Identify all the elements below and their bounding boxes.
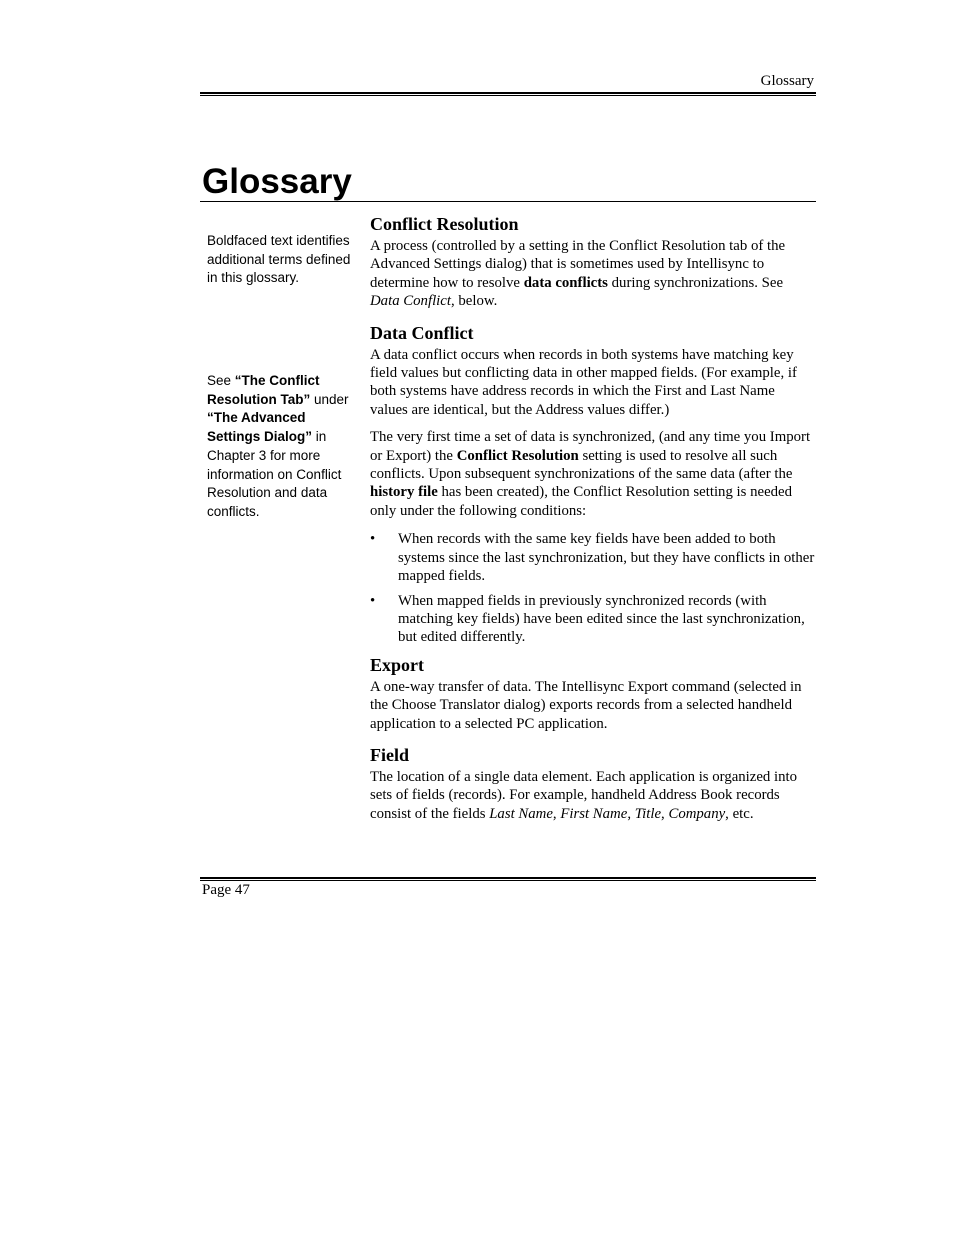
definition-text: during synchronizations. See (607, 274, 784, 291)
page-number: Page 47 (202, 882, 250, 898)
term-heading: Conflict Resolution (370, 214, 519, 234)
footer-rule (200, 877, 816, 881)
list-item (370, 592, 816, 647)
header-rule (200, 92, 816, 96)
term-heading: Field (370, 744, 409, 765)
title-rule (200, 201, 816, 202)
bold-term: data conflicts (523, 274, 608, 291)
definition-text: has been created), the Conflict Resolution setting is needed only under the following conditions: (370, 484, 793, 519)
term-heading: Data Conflict (370, 322, 474, 343)
definition-text: The location of a single data element. Each application is organized into sets of fields (records). For example, handheld Address Book records consist of the fields (370, 768, 798, 822)
definition-text: , below. (450, 293, 498, 310)
separator: , (661, 805, 669, 822)
definition-paragraph (370, 428, 816, 520)
bold-term: Conflict Resolution (456, 447, 579, 464)
definition-text: A process (controlled by a setting in the Conflict Resolution tab of the Advanced Settings dialog) that is sometimes used by Intellisync to determine how to resolve (370, 238, 786, 291)
margin-note-boldface: Boldfaced text identifies additional terms defined in this glossary. (207, 233, 351, 286)
list-item-text: When mapped fields in previously synchronized records (with matching key fields) have been edited since the last synchronization, but edited differently. (398, 592, 805, 646)
entry-export (370, 653, 816, 733)
definition-paragraph: A data conflict occurs when records in both systems have matching key field values but conflicting data in other mapped fields. (For example, if both systems have address records in which the First and Last Name values are identical, but the Address values differ.) (370, 346, 797, 418)
glossary-content (370, 212, 816, 823)
bold-term: history file (370, 484, 438, 501)
field-name: Title (634, 805, 662, 822)
definition-text: The very first time a set of data is synchronized, (and any time you Import or Export) the (370, 429, 811, 464)
entry-data-conflict (370, 321, 816, 647)
note-see-text: See (207, 373, 235, 388)
term-heading: Export (370, 654, 424, 675)
definition-text: setting is used to resolve all such conflicts. Upon subsequent synchronizations of the same data (after the (370, 447, 793, 483)
field-name: First Name (560, 805, 628, 822)
field-name: Last Name (489, 805, 553, 822)
conditions-list (370, 530, 816, 646)
definition-paragraph: A one-way transfer of data. The Intellisync Export command (selected in the Choose Translator dialog) exports records from a selected handheld application to a selected PC application. (370, 678, 802, 732)
list-item (370, 530, 816, 585)
bullet-icon: • (370, 592, 376, 609)
entry-conflict-resolution (370, 212, 816, 311)
cross-reference: Data Conflict (370, 293, 451, 310)
definition-text: , etc. (725, 805, 754, 822)
definition-paragraph (370, 768, 816, 823)
separator: , (552, 805, 561, 822)
field-name: Company (668, 805, 726, 822)
note-under-text: under (310, 391, 349, 407)
entry-field (370, 743, 816, 823)
note-tab-reference: “The Conflict Resolution Tab” (207, 373, 320, 407)
definition-paragraph (370, 237, 816, 311)
page-title: Glossary (202, 162, 352, 201)
separator: , (627, 805, 635, 822)
note-rest-text: in Chapter 3 for more information on Conflict Resolution and data conflicts. (207, 429, 342, 519)
running-header: Glossary (760, 73, 814, 89)
bullet-icon: • (370, 531, 376, 548)
list-item-text: When records with the same key fields have been added to both systems since the last synchronization, but they have conflicts in other mapped fields. (398, 531, 815, 585)
margin-note-see-also (207, 372, 352, 522)
note-dialog-reference: “The Advanced Settings Dialog” (207, 410, 313, 445)
